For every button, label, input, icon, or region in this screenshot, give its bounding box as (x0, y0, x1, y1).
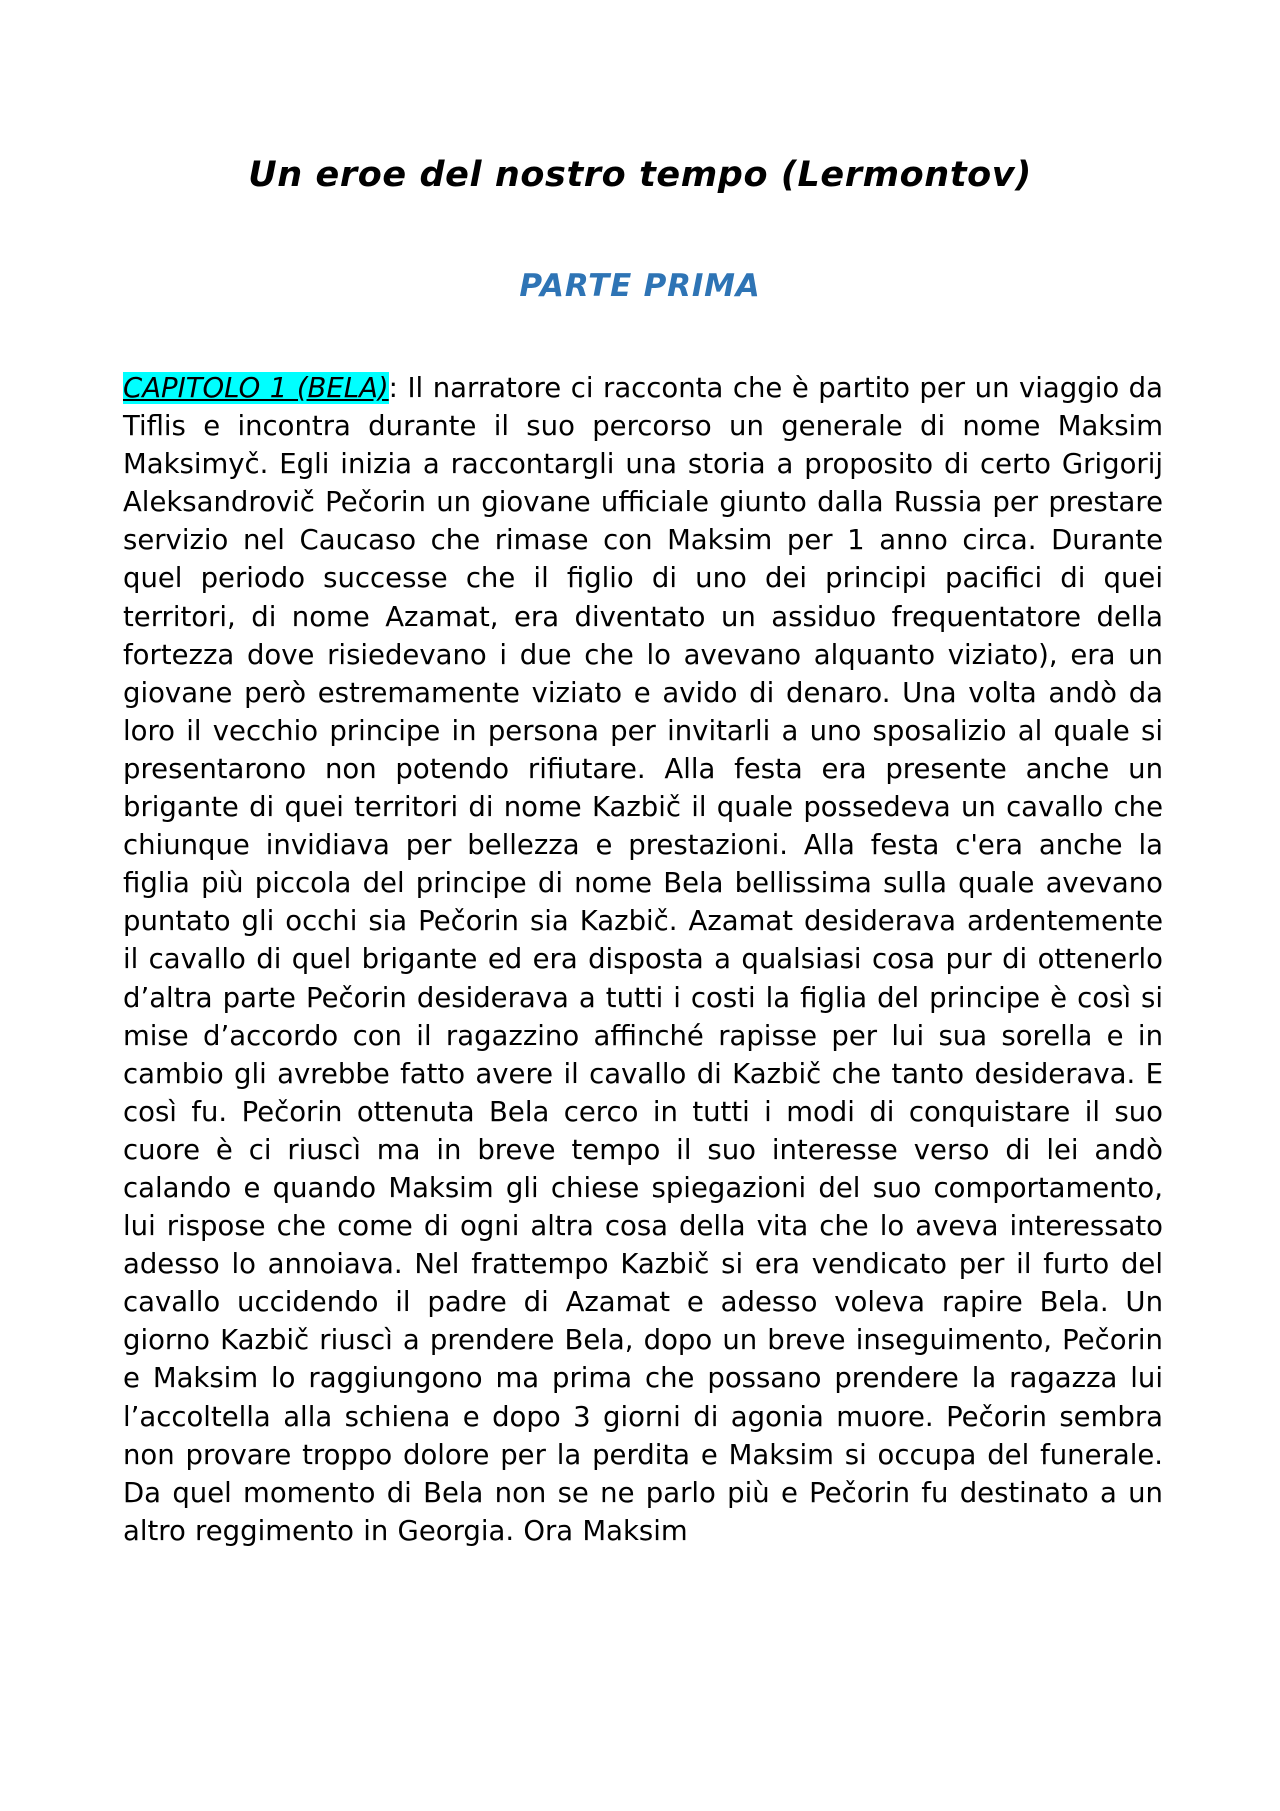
part-heading: PARTE PRIMA (519, 268, 761, 304)
chapter-separator: : (388, 372, 398, 404)
chapter-paragraph (123, 369, 1163, 1550)
chapter-heading: CAPITOLO 1 (BELA) (123, 372, 389, 404)
chapter-text: Il narratore ci racconta che è partito per un viaggio da Tiflis e incontra durante il suo percorso un generale di nome Maksim Maksimyč. Egli inizia a raccontargli una storia a proposito di certo Grigorij Aleksandrovič Pečorin un giovane ufficiale giunto dalla Russia per prestare servizio nel Caucaso che rimase con Maksim per 1 anno circa. Durante quel periodo successe che il figlio di uno dei principi pacifici di quei territori, di nome Azamat, era diventato un assiduo frequentatore della fortezza dove risiedevano i due che lo avevano alquanto viziato), era un giovane però estremamente viziato e avido di denaro. Una volta andò da loro il vecchio principe in persona per invitarli a uno sposalizio al quale si presentarono non potendo rifiutare. Alla festa era presente anche un brigante di quei territori di nome Kazbič il quale possedeva un cavallo che chiunque invidiava per bellezza e prestazioni. Alla festa c'era anche la figlia più piccola del principe di nome Bela bellissima sulla quale avevano puntato gli occhi sia Pečorin sia Kazbič. Azamat desiderava ardentemente il cavallo di quel brigante ed era disposta a qualsiasi cosa pur di ottenerlo d’altra parte Pečorin desiderava a tutti i costi la figlia del principe è così si mise d’accordo con il ragazzino affinché rapisse per lui sua sorella e in cambio gli avrebbe fatto avere il cavallo di Kazbič che tanto desiderava. E così fu. Pečorin ottenuta Bela cerco in tutti i modi di conquistare il suo cuore è ci riuscì ma in breve tempo il suo interesse verso di lei andò calando e quando Maksim gli chiese spiegazioni del suo comportamento, lui rispose che come di ogni altra cosa della vita che lo aveva interessato adesso lo annoiava. Nel frattempo Kazbič si era vendicato per il furto del cavallo uccidendo il padre di Azamat e adesso voleva rapire Bela. Un giorno Kazbič riuscì a prendere Bela, dopo un breve inseguimento, Pečorin e Maksim lo raggiungono ma prima che possano prendere la ragazza lui l’accoltella alla schiena e dopo 3 giorni di agonia muore. Pečorin sembra non provare troppo dolore per la perdita e Maksim si occupa del funerale. Da quel momento di Bela non se ne parlo più e Pečorin fu destinato a un altro reggimento in Georgia. Ora Maksim (123, 372, 1163, 1547)
document-title: Un eroe del nostro tempo (Lermontov) (248, 155, 1032, 195)
